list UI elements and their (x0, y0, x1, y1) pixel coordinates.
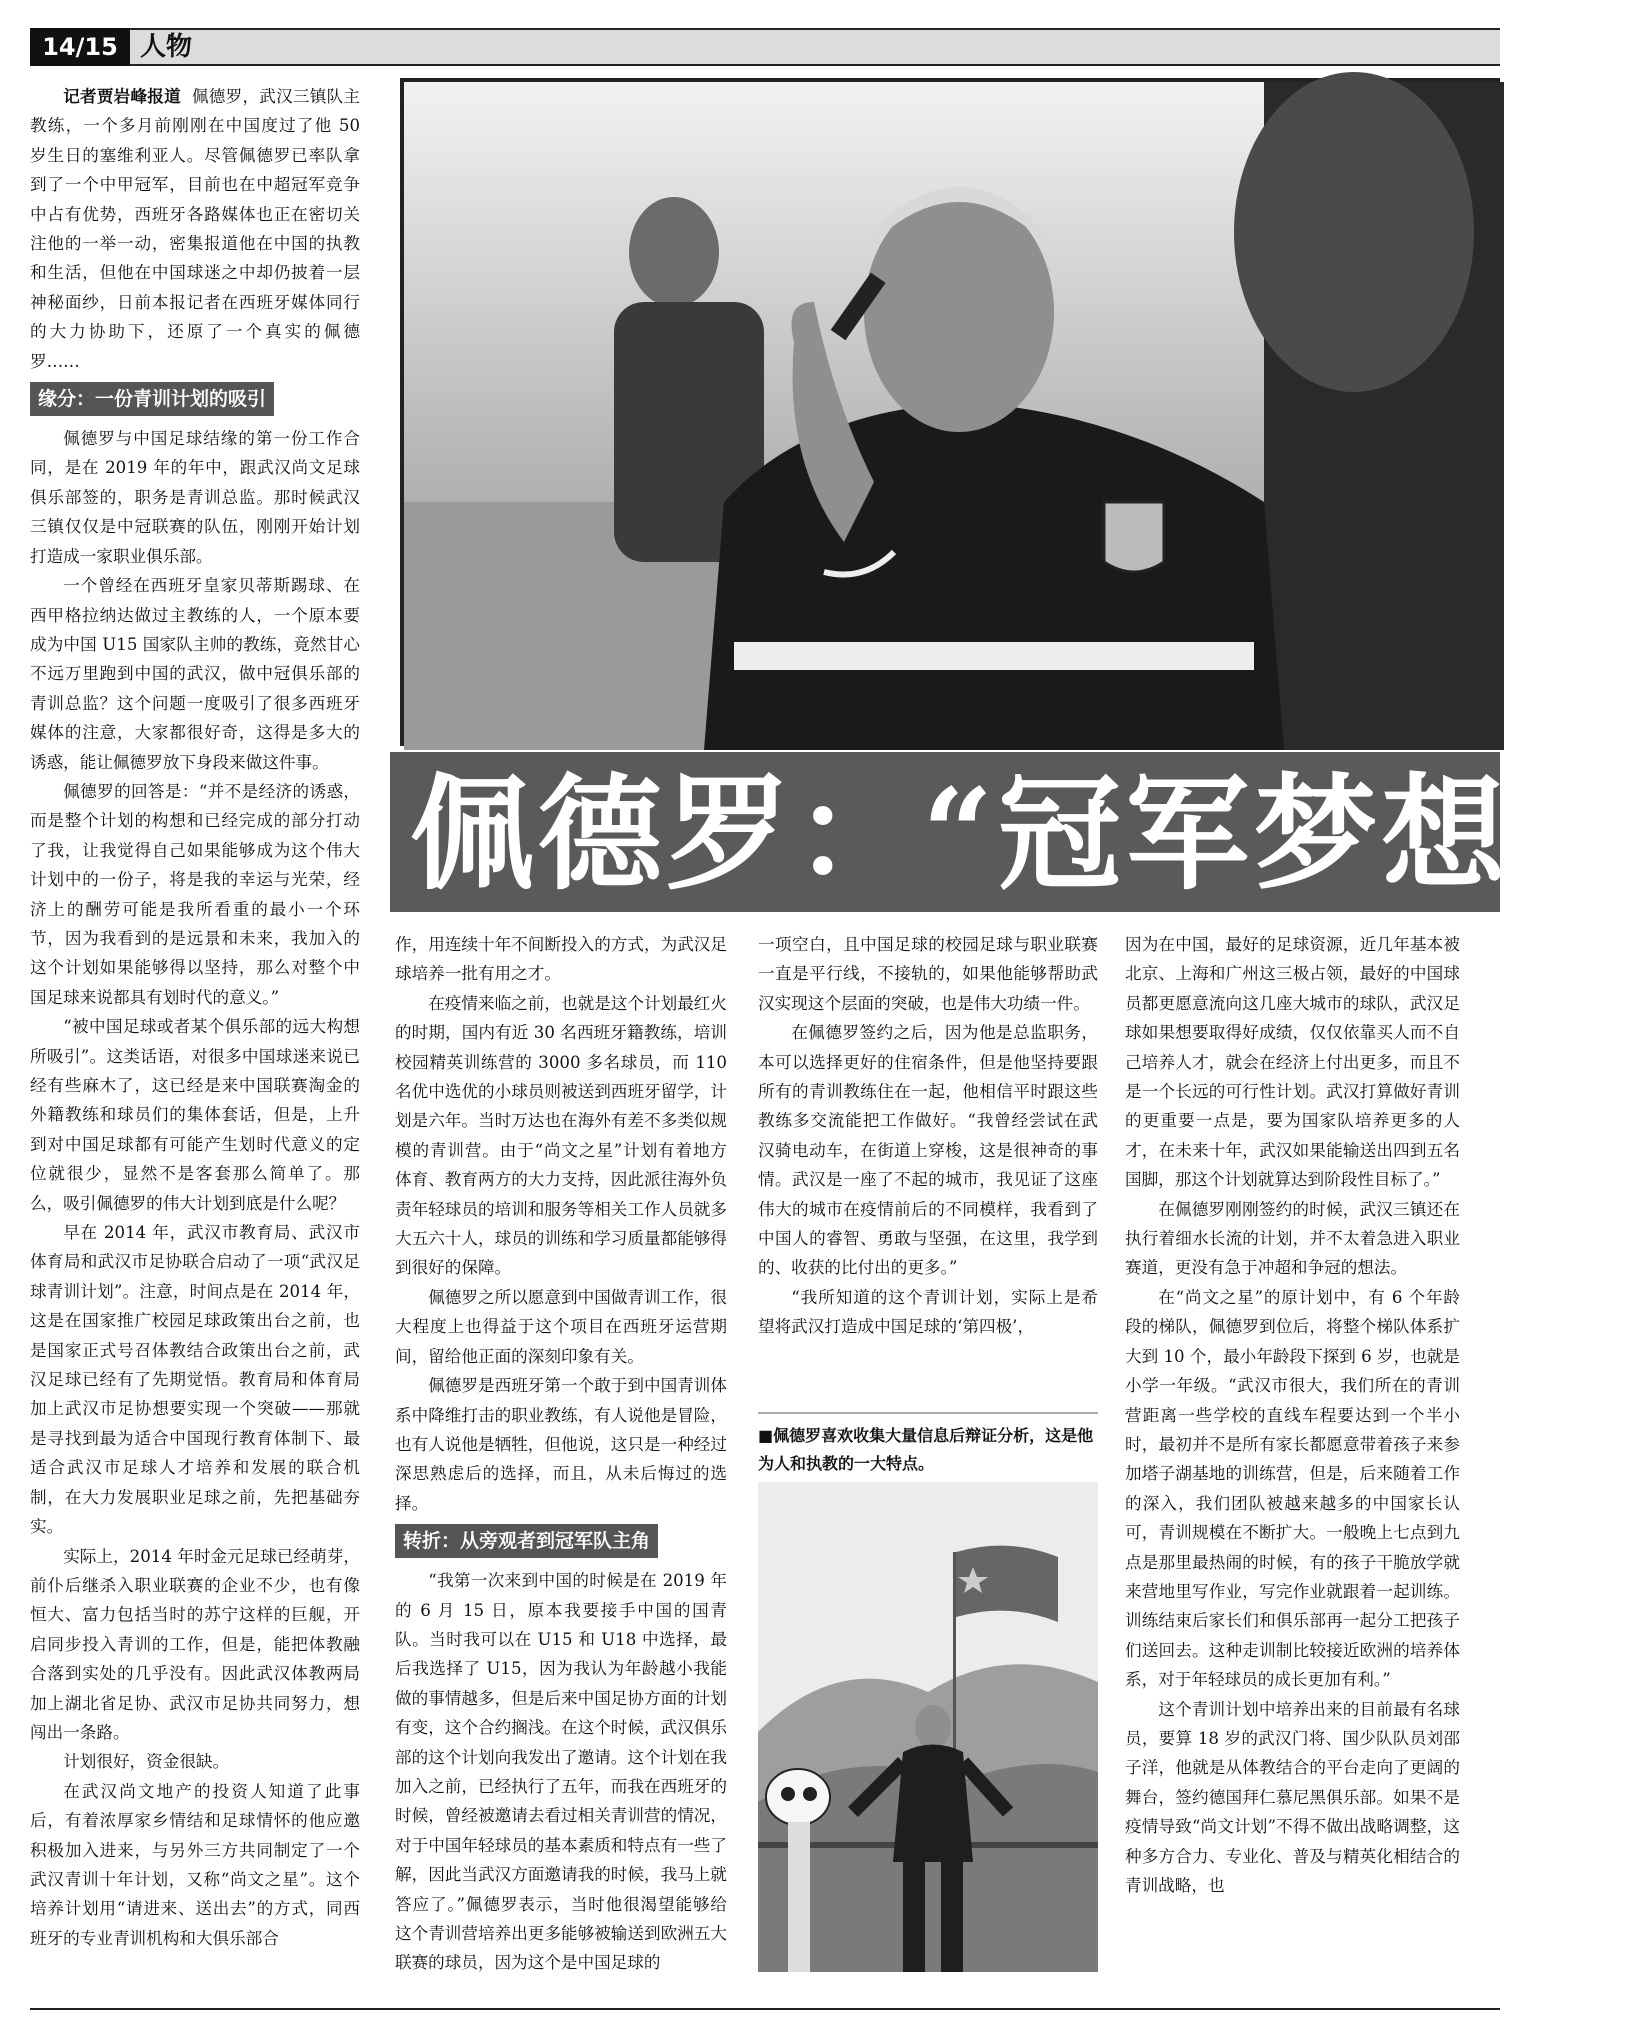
coach-photo-illustration (404, 82, 1504, 750)
paragraph: 一项空白，且中国足球的校园足球与职业联赛一直是平行线，不接轨的，如果他能够帮助武汉实现这个层面的突破，也是伟大功绩一件。 (758, 935, 1098, 1013)
paragraph: 佩德罗与中国足球结缘的第一份工作合同，是在 2019 年的年中，跟武汉尚文足球俱乐部签的，职务是青训总监。那时候武汉三镇仅仅是中冠联赛的队伍，刚刚开始计划打造成一家职业俱乐部。 (30, 429, 360, 566)
article-column-4 (1125, 930, 1460, 1900)
byline: 记者贾岩峰报道 (63, 87, 181, 106)
article-column-3 (758, 930, 1098, 1342)
paragraph: 在疫情来临之前，也就是这个计划最红火的时期，国内有近 30 名西班牙籍教练，培训校园精英训练营的 3000 多名球员，而 110 名优中选优的小球员则被送到西班牙留学，计划是六年。当时万达也在海外有差不多类似规模的青训营。由于“尚文之星”计划有着地方体育、教育两方的大力支持，因此派往海外负责年轻球员的培训和服务等相关工作人员就多大五六十人，球员的训练和学习质量都能够得到很好的保障。 (395, 993, 727, 1278)
subhead-1: 缘分：一份青训计划的吸引 (30, 382, 274, 416)
paragraph: 早在 2014 年，武汉市教育局、武汉市体育局和武汉市足协联合启动了一项“武汉足球青训计划”。注意，时间点是在 2014 年，这是在国家推广校园足球政策出台之前，也是国家正式号召体教结合政策出台之前，武汉足球已经有了先期觉悟。教育局和体育局加上武汉市足协想要实现一个突破——那就是寻找到最为适合中国现行教育体制下、最适合武汉市足球人才培养和发展的联合机制，在大力发展职业足球之前，先把基础夯实。 (30, 1223, 360, 1537)
paragraph: 这个青训计划中培养出来的目前最有名球员，要算 18 岁的武汉门将、国少队队员刘邵子洋，他就是从体教结合的平台走向了更阔的舞台，签约德国拜仁慕尼黑俱乐部。如果不是疫情导致“尚文计划”不得不做出战略调整，这种多方合力、专业化、普及与精英化相结合的青训战略，也 (1125, 1699, 1460, 1895)
header-bar (30, 28, 1500, 66)
paragraph: 作，用连续十年不间断投入的方式，为武汉足球培养一批有用之才。 (395, 935, 727, 984)
paragraph: “被中国足球或者某个俱乐部的远大构想所吸引”。这类话语，对很多中国球迷来说已经有些麻木了，这已经是来中国联赛淘金的外籍教练和球员们的集体套话，但是，上升到对中国足球都有可能产生划时代意义的定位就很少，显然不是客套那么简单了。那么，吸引佩德罗的伟大计划到底是什么呢？ (30, 1017, 360, 1213)
photo-caption: ■佩德罗喜欢收集大量信息后辩证分析，这是他为人和执教的一大特点。 (758, 1412, 1098, 1478)
section-name: 人物 (140, 32, 193, 62)
paragraph: 在佩德罗签约之后，因为他是总监职务，本可以选择更好的住宿条件，但是他坚持要跟所有的青训教练住在一起，他相信平时跟这些教练多交流能把工作做好。“我曾经尝试在武汉骑电动车，在街道上穿梭，这是很神奇的事情。武汉是一座了不起的城市，我见证了这座伟大的城市在疫情前后的不同模样，我看到了中国人的睿智、勇敢与坚强，在这里，我学到的、收获的比付出的更多。” (758, 1023, 1098, 1278)
subhead-2: 转折：从旁观者到冠军队主角 (395, 1524, 658, 1558)
article-column-1 (30, 82, 360, 1953)
paragraph: 佩德罗之所以愿意到中国做青训工作，很大程度上也得益于这个项目在西班牙运营期间，留给他正面的深刻印象有关。 (395, 1287, 727, 1366)
lead-text: 佩德罗，武汉三镇队主教练，一个多月前刚刚在中国度过了他 50 岁生日的塞维利亚人。尽管佩德罗已率队拿到了一个中甲冠军，目前也在中超冠军竞争中占有优势，西班牙各路媒体也正在密切关注他的一举一动，密集报道他在中国的执教和生活，但他在中国球迷之中却仍披着一层神秘面纱，日前本报记者在西班牙媒体同行的大力协助下，还原了一个真实的佩德罗…… (30, 87, 360, 371)
paragraph: 佩德罗的回答是：“并不是经济的诱惑，而是整个计划的构想和已经完成的部分打动了我，让我觉得自己如果能够成为这个伟大计划中的一份子，将是我的幸运与光荣，经济上的酬劳可能是我所看重的最小一个环节，因为我看到的是远景和未来，我加入的这个计划如果能够得以坚持，那么对整个中国足球来说都具有划时代的意义。” (30, 781, 360, 1007)
coach-flag-photo-illustration (758, 1482, 1098, 1972)
headline: 佩德罗：“冠军梦想是 (410, 762, 1637, 907)
paragraph: 在佩德罗刚刚签约的时候，武汉三镇还在执行着细水长流的计划，并不太着急进入职业赛道，更没有急于冲超和争冠的想法。 (1125, 1199, 1460, 1278)
paragraph: 佩德罗是西班牙第一个敢于到中国青训体系中降维打击的职业教练，有人说他是冒险，也有人说他是牺牲，但他说，这只是一种经过深思熟虑后的选择，而且，从未后悔过的选择。 (395, 1376, 727, 1513)
bottom-rule (30, 2008, 1500, 2010)
article-column-2 (395, 930, 727, 1978)
paragraph: 实际上，2014 年时金元足球已经萌芽，前仆后继杀入职业联赛的企业不少，也有像恒大、富力包括当时的苏宁这样的巨舰，开启同步投入青训的工作，但是，能把体教融合落到实处的几乎没有。因此武汉体教两局加上湖北省足协、武汉市足协共同努力，想闯出一条路。 (30, 1546, 360, 1742)
paragraph: “我第一次来到中国的时候是在 2019 年的 6 月 15 日，原本我要接手中国的国青队。当时我可以在 U15 和 U18 中选择，最后我选择了 U15，因为我认为年龄越小我能做的事情越多，但是后来中国足协方面的计划有变，这个合约搁浅。在这个时候，武汉俱乐部的这个计划向我发出了邀请。这个计划在我加入之前，已经执行了五年，而我在西班牙的时候，曾经被邀请去看过相关青训营的情况，对于中国年轻球员的基本素质和特点有一些了解，因此当武汉方面邀请我的时候，我马上就答应了。”佩德罗表示，当时他很渴望能够给这个青训营培养出更多能够被输送到欧洲五大联赛的球员，因为这个是中国足球的 (395, 1571, 727, 1973)
paragraph: 一个曾经在西班牙皇家贝蒂斯踢球、在西甲格拉纳达做过主教练的人，一个原本要成为中国 U15 国家队主帅的教练，竟然甘心不远万里跑到中国的武汉，做中冠俱乐部的青训总监？这个问题一度吸引了很多西班牙媒体的注意，大家都很好奇，这得是多大的诱惑，能让佩德罗放下身段来做这件事。 (30, 576, 360, 772)
paragraph: 因为在中国，最好的足球资源，近几年基本被北京、上海和广州这三极占领，最好的中国球员都更愿意流向这几座大城市的球队，武汉足球如果想要取得好成绩，仅仅依靠买人而不自己培养人才，就会在经济上付出更多，而且不是一个长远的可行性计划。武汉打算做好青训的更重要一点是，要为国家队培养更多的人才，在未来十年，武汉如果能输送出四到五名国脚，那这个计划就算达到阶段性目标了。” (1125, 935, 1460, 1190)
page-number: 14/15 (30, 28, 130, 66)
paragraph: 在“尚文之星”的原计划中，有 6 个年龄段的梯队，佩德罗到位后，将整个梯队体系扩大到 10 个，最小年龄段下探到 6 岁，也就是小学一年级。“武汉市很大，我们所在的青训营距离一些学校的直线车程要达到一个半小时，最初并不是所有家长都愿意带着孩子来参加塔子湖基地的训练营，但是，后来随着工作的深入，我们团队被越来越多的中国家长认可，青训规模在不断扩大。一般晚上七点到九点是那里最热闹的时候，有的孩子干脆放学就来营地里写作业，写完作业就跟着一起训练。训练结束后家长们和俱乐部再一起分工把孩子们送回去。这种走训制比较接近欧洲的培养体系，对于年轻球员的成长更加有利。” (1125, 1287, 1460, 1690)
paragraph: 计划很好，资金很缺。 (63, 1752, 230, 1772)
paragraph: 在武汉尚文地产的投资人知道了此事后，有着浓厚家乡情结和足球情怀的他应邀积极加入进来，与另外三方共同制定了一个武汉青训十年计划，又称“尚文之星”。这个培养计划用“请进来、送出去”的方式，同西班牙的专业青训机构和大俱乐部合 (30, 1781, 360, 1948)
paragraph: “我所知道的这个青训计划，实际上是希望将武汉打造成中国足球的‘第四极’， (758, 1287, 1098, 1337)
secondary-photo (758, 1482, 1098, 1972)
main-photo (400, 78, 1500, 746)
